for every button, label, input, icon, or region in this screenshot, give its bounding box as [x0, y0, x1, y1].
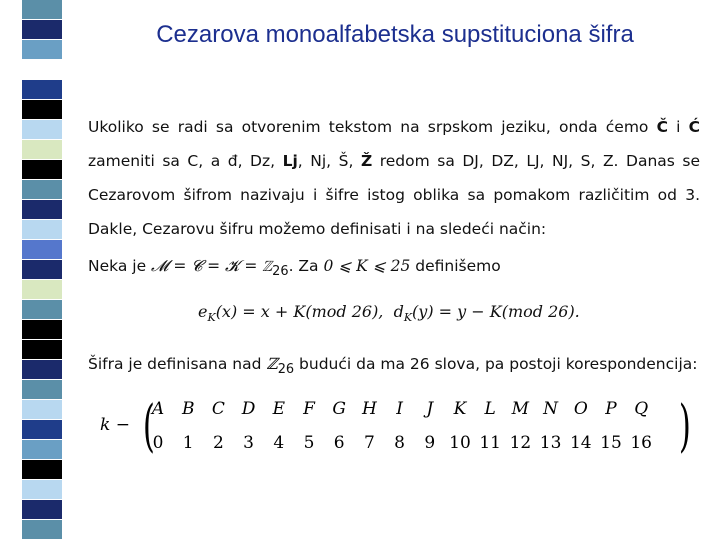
mapping-number: 13	[539, 433, 562, 453]
decorative-stripe	[22, 0, 62, 540]
stripe-square	[22, 220, 62, 240]
mapping-number: 7	[363, 433, 375, 453]
decrypt-symbol: d	[393, 302, 404, 322]
mapping-label: k −	[100, 415, 130, 435]
mapping-letter: O	[573, 399, 588, 419]
mapping-number: 16	[630, 433, 652, 453]
stripe-square	[22, 420, 62, 440]
mapping-number: 10	[449, 433, 471, 453]
mapping-letter: A	[151, 399, 165, 419]
mapping-letter: C	[211, 399, 225, 419]
correspondence-text: Šifra je definisana nad	[88, 355, 267, 374]
mapping-number: 12	[509, 433, 532, 453]
para-bold: Ć	[688, 118, 700, 136]
para-text: Ukoliko se radi sa otvorenim tekstom na srpskom jeziku, onda ćemo	[88, 118, 657, 136]
mapping-number: 4	[273, 433, 285, 453]
mapping-letter: M	[511, 399, 530, 419]
definition-line	[88, 252, 700, 286]
mapping-number: 8	[394, 433, 405, 453]
mapping-number: 0	[152, 433, 164, 453]
stripe-square	[22, 380, 62, 400]
stripe-square	[22, 120, 62, 140]
mapping-letter: I	[396, 399, 403, 419]
para-bold: Ž	[360, 152, 373, 170]
mapping-letter: N	[543, 399, 559, 419]
stripe-square	[22, 300, 62, 320]
stripe-square	[22, 520, 62, 540]
cipher-formula	[198, 298, 700, 332]
stripe-square	[22, 240, 62, 260]
definition-text: definišemo	[410, 257, 501, 275]
mapping-letter: H	[361, 399, 377, 419]
mapping-number: 1	[182, 433, 194, 453]
para-text: , Nj, Š,	[297, 152, 361, 170]
definition-text: Neka je	[88, 257, 152, 275]
right-paren: )	[678, 394, 691, 459]
stripe-square	[22, 480, 62, 500]
encrypt-subscript: K	[207, 311, 216, 325]
stripe-square	[22, 140, 62, 160]
mapping-number: 2	[212, 433, 224, 453]
para-text: i	[667, 118, 689, 136]
stripe-square	[22, 400, 62, 420]
stripe-square	[22, 460, 62, 480]
correspondence-text: budući da ma 26 slova, pa postoji korespondencija:	[294, 355, 698, 374]
decrypt-subscript: K	[403, 311, 413, 325]
stripe-square	[22, 40, 62, 60]
stripe-square	[22, 440, 62, 460]
stripe-square	[22, 60, 62, 80]
mapping-number: 5	[303, 433, 315, 453]
correspondence-line	[88, 350, 700, 384]
stripe-square	[22, 80, 62, 100]
stripe-square	[22, 320, 62, 340]
mapping-letter: F	[303, 399, 315, 419]
mapping-letter: Q	[634, 399, 649, 419]
ring-symbol: ℤ	[266, 355, 278, 374]
ring-subscript: 26	[277, 362, 295, 378]
mapping-letter: D	[241, 399, 256, 419]
encrypt-expression: (x) = x + K(mod 26),	[215, 302, 384, 322]
stripe-square	[22, 200, 62, 220]
stripe-square	[22, 180, 62, 200]
para-bold: Č	[656, 118, 668, 136]
mapping-letter: E	[272, 399, 285, 419]
slide-content	[88, 110, 700, 384]
mapping-letter: J	[426, 399, 434, 419]
encrypt-symbol: e	[198, 302, 208, 322]
key-range: 0 ⩽ K ⩽ 25	[323, 257, 411, 275]
stripe-square	[22, 280, 62, 300]
definition-text: . Za	[288, 257, 324, 275]
stripe-square	[22, 0, 62, 20]
mapping-number: 9	[424, 433, 436, 453]
slide-title: Cezarova monoalfabetska supstituciona šifra	[156, 21, 634, 48]
para-text: zameniti sa C, a đ, Dz,	[88, 152, 283, 170]
mapping-number: 6	[333, 433, 345, 453]
stripe-square	[22, 260, 62, 280]
stripe-square	[22, 160, 62, 180]
mapping-number: 15	[600, 433, 622, 453]
mapping-letter: K	[453, 399, 467, 419]
stripe-square	[22, 340, 62, 360]
mapping-number: 3	[243, 433, 254, 453]
mapping-number: 11	[479, 433, 501, 453]
mapping-letter: P	[605, 399, 617, 419]
mapping-letter: G	[332, 399, 346, 419]
set-equality: 𝓜 = 𝓒 = 𝓚 = ℤ	[151, 257, 273, 275]
mapping-letter: L	[484, 399, 496, 419]
stripe-square	[22, 100, 62, 120]
left-paren: (	[142, 394, 155, 459]
para-bold: Lj	[282, 152, 298, 170]
mapping-letter: B	[181, 399, 195, 419]
para-text: redom sa DJ, DZ, LJ, NJ, S, Z. Danas se Cezarovom šifrom nazivaju i šifre istog oblika sa pomakom različitim od 3. Dakle, Cezarovu šifru možemo definisati i na sledeći način:	[88, 152, 701, 238]
set-subscript: 26	[272, 264, 289, 280]
mapping-number: 14	[569, 433, 592, 453]
letter-number-mapping	[100, 395, 700, 465]
decrypt-expression: (y) = y − K(mod 26).	[412, 302, 580, 322]
stripe-square	[22, 20, 62, 40]
intro-paragraph	[88, 110, 700, 246]
stripe-square	[22, 500, 62, 520]
stripe-square	[22, 360, 62, 380]
